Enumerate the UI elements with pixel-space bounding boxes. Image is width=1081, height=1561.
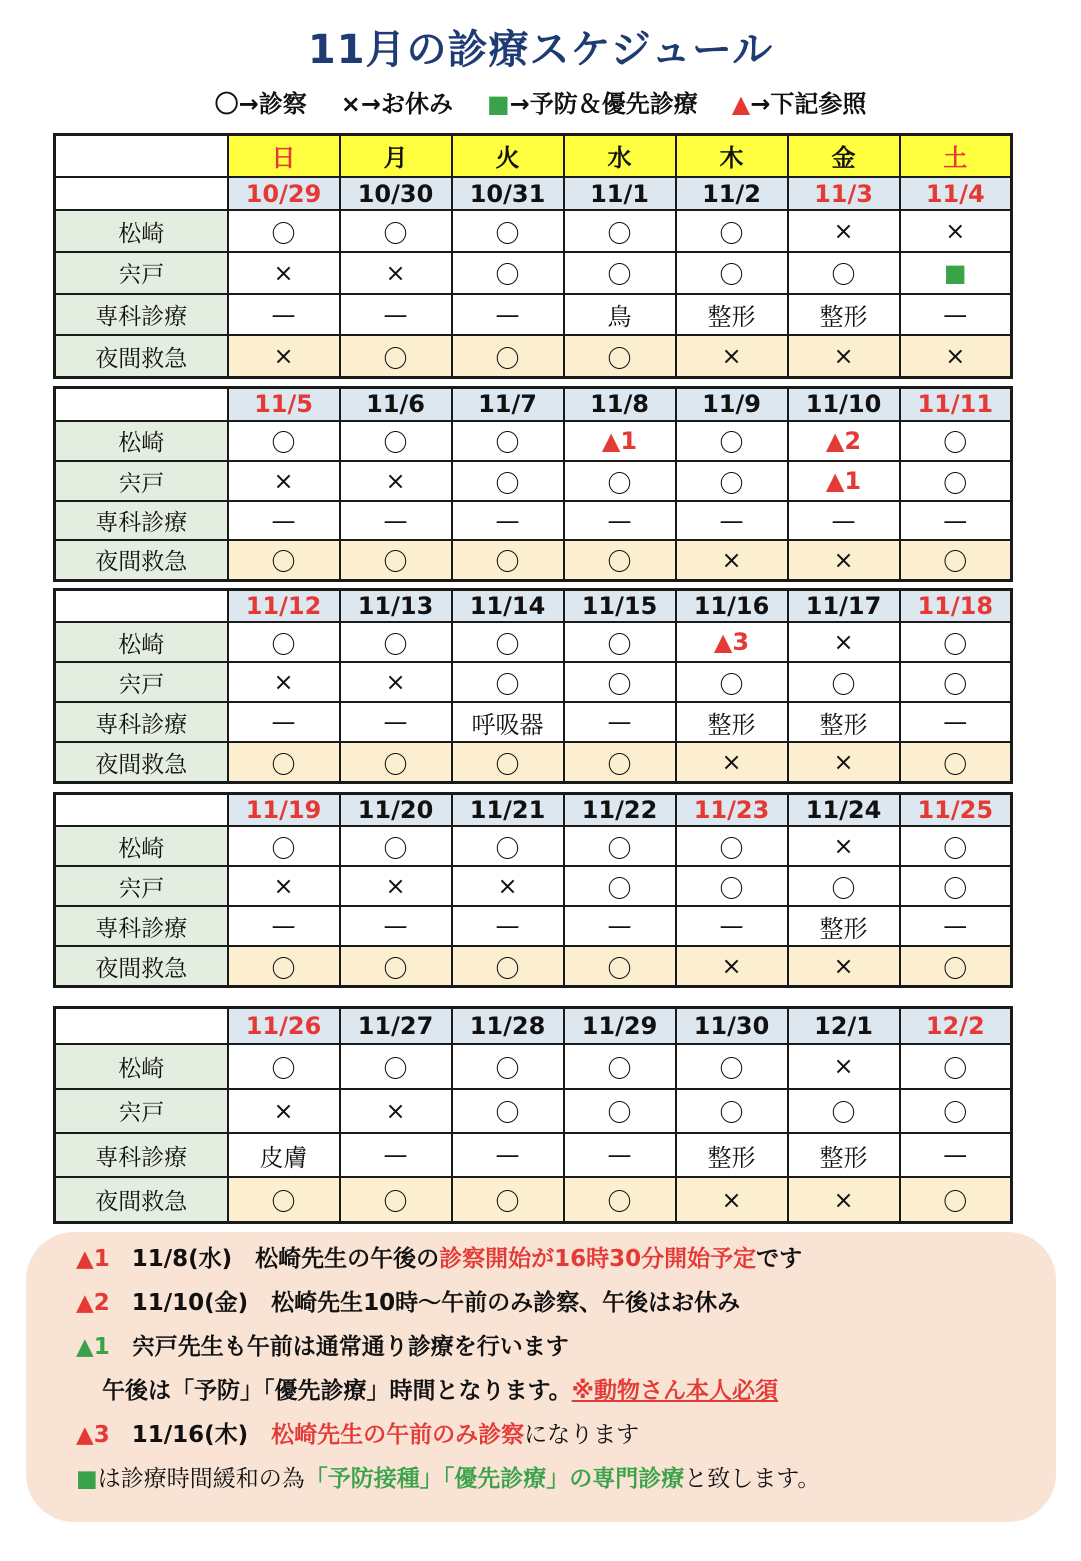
night-cell: 〇	[452, 540, 564, 581]
date-cell: 11/19	[228, 794, 340, 827]
shishido-cell: ▲1	[788, 461, 900, 501]
specialty-cell: —	[340, 906, 452, 946]
matsuzaki-cell: 〇	[564, 826, 676, 866]
note-line	[76, 1328, 569, 1361]
weekday-header: 水	[564, 135, 676, 177]
date-cell: 11/12	[228, 590, 340, 623]
row-label: 夜間救急	[55, 946, 228, 986]
specialty-cell: —	[452, 501, 564, 539]
date-cell: 11/15	[564, 590, 676, 623]
shishido-cell: 〇	[788, 252, 900, 294]
shishido-cell: 〇	[900, 866, 1012, 906]
row-label: 夜間救急	[55, 540, 228, 581]
specialty-cell: 皮膚	[228, 1133, 340, 1177]
legend-item: 〇→診察	[214, 90, 307, 118]
date-cell: 11/13	[340, 590, 452, 623]
note-text: ※動物さん本人必須	[571, 1378, 779, 1404]
specialty-cell: —	[340, 702, 452, 742]
shishido-cell: 〇	[788, 662, 900, 702]
date-cell: 11/18	[900, 590, 1012, 623]
night-cell: 〇	[228, 946, 340, 986]
night-cell: 〇	[452, 335, 564, 377]
matsuzaki-cell: 〇	[340, 622, 452, 662]
specialty-cell: —	[900, 906, 1012, 946]
matsuzaki-cell: ×	[788, 622, 900, 662]
night-cell: ×	[788, 1177, 900, 1222]
matsuzaki-cell: 〇	[676, 210, 788, 252]
shishido-cell: ×	[340, 461, 452, 501]
note-text: 11/16(木)	[131, 1422, 272, 1448]
row-label: 夜間救急	[55, 742, 228, 782]
night-cell: 〇	[900, 742, 1012, 782]
date-cell: 11/22	[564, 794, 676, 827]
matsuzaki-cell: 〇	[452, 421, 564, 461]
weekday-header: 日	[228, 135, 340, 177]
night-cell: 〇	[340, 742, 452, 782]
shishido-cell: 〇	[564, 1089, 676, 1133]
shishido-cell: 〇	[564, 662, 676, 702]
night-cell: ×	[788, 742, 900, 782]
shishido-cell: 〇	[564, 866, 676, 906]
note-line	[76, 1240, 802, 1273]
matsuzaki-cell: ▲2	[788, 421, 900, 461]
date-cell: 11/6	[340, 388, 452, 421]
specialty-cell: —	[340, 501, 452, 539]
blank-cell	[55, 1008, 228, 1045]
date-cell: 10/29	[228, 177, 340, 211]
row-label: 専科診療	[55, 1133, 228, 1177]
night-cell: 〇	[564, 742, 676, 782]
shishido-cell: 〇	[788, 866, 900, 906]
row-label: 夜間救急	[55, 1177, 228, 1222]
row-label: 宍戸	[55, 866, 228, 906]
note-line	[76, 1284, 740, 1317]
matsuzaki-cell: 〇	[340, 210, 452, 252]
date-cell: 11/11	[900, 388, 1012, 421]
matsuzaki-cell: ×	[788, 826, 900, 866]
shishido-cell: ×	[340, 1089, 452, 1133]
blank-cell	[55, 388, 228, 421]
note-text: 診察開始が16時30分開始予定	[439, 1246, 757, 1272]
matsuzaki-cell: 〇	[676, 826, 788, 866]
night-cell: 〇	[340, 1177, 452, 1222]
date-cell: 10/31	[452, 177, 564, 211]
row-label: 松崎	[55, 421, 228, 461]
weekday-header: 木	[676, 135, 788, 177]
specialty-cell: —	[452, 294, 564, 336]
night-cell: ×	[228, 335, 340, 377]
night-cell: 〇	[452, 1177, 564, 1222]
specialty-cell: 整形	[676, 702, 788, 742]
specialty-cell: —	[340, 1133, 452, 1177]
date-cell: 12/1	[788, 1008, 900, 1045]
shishido-cell: ×	[452, 866, 564, 906]
night-cell: ×	[676, 946, 788, 986]
specialty-cell: 鳥	[564, 294, 676, 336]
specialty-cell: 整形	[788, 702, 900, 742]
shishido-cell: ×	[228, 1089, 340, 1133]
note-marker: ▲1	[76, 1334, 110, 1360]
note-line	[76, 1416, 639, 1449]
specialty-cell: —	[228, 294, 340, 336]
date-cell: 11/8	[564, 388, 676, 421]
legend-item: ▲→下記参照	[731, 90, 867, 118]
note-text: です	[756, 1246, 803, 1272]
matsuzaki-cell: 〇	[676, 1044, 788, 1088]
shishido-cell: ×	[228, 866, 340, 906]
matsuzaki-cell: 〇	[452, 1044, 564, 1088]
date-cell: 11/29	[564, 1008, 676, 1045]
specialty-cell: —	[900, 501, 1012, 539]
row-label: 専科診療	[55, 702, 228, 742]
shishido-cell: ×	[340, 252, 452, 294]
shishido-cell: ■	[900, 252, 1012, 294]
night-cell: 〇	[900, 1177, 1012, 1222]
specialty-cell: 整形	[788, 294, 900, 336]
row-label: 宍戸	[55, 662, 228, 702]
row-label: 宍戸	[55, 252, 228, 294]
shishido-cell: 〇	[900, 662, 1012, 702]
note-text: 午後は「予防」「優先診療」時間となります。	[102, 1378, 572, 1404]
date-cell: 10/30	[340, 177, 452, 211]
shishido-cell: ×	[228, 662, 340, 702]
matsuzaki-cell: 〇	[564, 1044, 676, 1088]
specialty-cell: —	[788, 501, 900, 539]
weekday-header: 金	[788, 135, 900, 177]
specialty-cell: —	[564, 501, 676, 539]
specialty-cell: —	[676, 906, 788, 946]
date-cell: 11/25	[900, 794, 1012, 827]
date-cell: 11/10	[788, 388, 900, 421]
matsuzaki-cell: 〇	[452, 210, 564, 252]
matsuzaki-cell: 〇	[900, 622, 1012, 662]
night-cell: ×	[900, 335, 1012, 377]
shishido-cell: 〇	[900, 461, 1012, 501]
matsuzaki-cell: 〇	[900, 826, 1012, 866]
shishido-cell: ×	[340, 662, 452, 702]
night-cell: 〇	[900, 540, 1012, 581]
date-cell: 11/28	[452, 1008, 564, 1045]
corner-cell	[55, 135, 228, 177]
weekday-header: 土	[900, 135, 1012, 177]
note-text: は診療時間緩和の為	[97, 1466, 305, 1492]
schedule-week-4	[53, 792, 1013, 988]
row-label: 松崎	[55, 826, 228, 866]
shishido-cell: 〇	[676, 252, 788, 294]
date-cell: 11/9	[676, 388, 788, 421]
night-cell: 〇	[228, 1177, 340, 1222]
matsuzaki-cell: 〇	[452, 622, 564, 662]
page-title: 11月の診療スケジュール	[307, 27, 774, 73]
date-cell: 11/2	[676, 177, 788, 211]
matsuzaki-cell: ▲3	[676, 622, 788, 662]
shishido-cell: 〇	[676, 1089, 788, 1133]
legend-item: ×→お休み	[340, 90, 453, 118]
specialty-cell: 整形	[788, 1133, 900, 1177]
matsuzaki-cell: 〇	[900, 1044, 1012, 1088]
night-cell: 〇	[564, 946, 676, 986]
specialty-cell: 整形	[788, 906, 900, 946]
night-cell: ×	[788, 946, 900, 986]
note-marker: ▲2	[76, 1290, 110, 1316]
matsuzaki-cell: 〇	[340, 826, 452, 866]
matsuzaki-cell: ×	[788, 210, 900, 252]
note-text: 11/8(水) 松崎先生の午後の	[131, 1246, 440, 1272]
shishido-cell: 〇	[788, 1089, 900, 1133]
weekday-header: 火	[452, 135, 564, 177]
night-cell: 〇	[452, 946, 564, 986]
note-text: 11/10(金) 松崎先生10時～午前のみ診察、午後はお休み	[131, 1290, 741, 1316]
specialty-cell: —	[900, 702, 1012, 742]
date-cell: 11/7	[452, 388, 564, 421]
weekday-header: 月	[340, 135, 452, 177]
date-cell: 11/21	[452, 794, 564, 827]
shishido-cell: 〇	[564, 252, 676, 294]
matsuzaki-cell: 〇	[228, 826, 340, 866]
date-cell: 11/20	[340, 794, 452, 827]
shishido-cell: 〇	[676, 461, 788, 501]
night-cell: 〇	[228, 540, 340, 581]
shishido-cell: 〇	[452, 252, 564, 294]
night-cell: 〇	[900, 946, 1012, 986]
blank-cell	[55, 177, 228, 211]
night-cell: 〇	[228, 742, 340, 782]
night-cell: 〇	[564, 540, 676, 581]
specialty-cell: —	[340, 294, 452, 336]
row-label: 専科診療	[55, 294, 228, 336]
night-cell: ×	[676, 1177, 788, 1222]
schedule-week-1	[53, 133, 1013, 379]
notes-panel	[26, 1232, 1056, 1522]
note-marker: ▲3	[76, 1422, 110, 1448]
specialty-cell: —	[900, 1133, 1012, 1177]
night-cell: 〇	[564, 1177, 676, 1222]
specialty-cell: —	[452, 1133, 564, 1177]
matsuzaki-cell: ▲1	[564, 421, 676, 461]
note-line	[102, 1372, 778, 1405]
shishido-cell: 〇	[452, 1089, 564, 1133]
date-cell: 11/1	[564, 177, 676, 211]
date-cell: 11/3	[788, 177, 900, 211]
shishido-cell: 〇	[900, 1089, 1012, 1133]
row-label: 夜間救急	[55, 335, 228, 377]
note-marker: ▲1	[76, 1246, 110, 1272]
night-cell: 〇	[564, 335, 676, 377]
specialty-cell: —	[228, 702, 340, 742]
night-cell: ×	[788, 335, 900, 377]
note-text: 「予防接種」「優先診療」の専門診療	[304, 1466, 685, 1492]
specialty-cell: —	[452, 906, 564, 946]
schedule-week-5	[53, 1006, 1013, 1224]
row-label: 宍戸	[55, 1089, 228, 1133]
specialty-cell: 整形	[676, 1133, 788, 1177]
specialty-cell: —	[676, 501, 788, 539]
specialty-cell: —	[564, 702, 676, 742]
note-marker: ■	[76, 1466, 98, 1492]
specialty-cell: 呼吸器	[452, 702, 564, 742]
night-cell: ×	[676, 540, 788, 581]
shishido-cell: 〇	[452, 461, 564, 501]
note-text: と致します。	[684, 1466, 821, 1492]
row-label: 松崎	[55, 1044, 228, 1088]
matsuzaki-cell: ×	[900, 210, 1012, 252]
shishido-cell: 〇	[676, 662, 788, 702]
note-text: になります	[524, 1422, 640, 1448]
date-cell: 11/24	[788, 794, 900, 827]
blank-cell	[55, 590, 228, 623]
night-cell: ×	[788, 540, 900, 581]
date-cell: 11/4	[900, 177, 1012, 211]
specialty-cell: —	[228, 501, 340, 539]
row-label: 専科診療	[55, 906, 228, 946]
row-label: 宍戸	[55, 461, 228, 501]
shishido-cell: 〇	[564, 461, 676, 501]
row-label: 専科診療	[55, 501, 228, 539]
date-cell: 11/30	[676, 1008, 788, 1045]
date-cell: 11/14	[452, 590, 564, 623]
date-cell: 11/23	[676, 794, 788, 827]
date-cell: 11/5	[228, 388, 340, 421]
shishido-cell: ×	[228, 461, 340, 501]
matsuzaki-cell: 〇	[900, 421, 1012, 461]
row-label: 松崎	[55, 622, 228, 662]
date-cell: 11/26	[228, 1008, 340, 1045]
date-cell: 11/16	[676, 590, 788, 623]
matsuzaki-cell: 〇	[340, 421, 452, 461]
matsuzaki-cell: 〇	[452, 826, 564, 866]
specialty-cell: —	[564, 1133, 676, 1177]
night-cell: 〇	[340, 540, 452, 581]
shishido-cell: ×	[228, 252, 340, 294]
legend	[0, 84, 1081, 119]
night-cell: 〇	[452, 742, 564, 782]
note-line	[76, 1460, 820, 1493]
shishido-cell: 〇	[676, 866, 788, 906]
matsuzaki-cell: 〇	[228, 1044, 340, 1088]
night-cell: 〇	[340, 335, 452, 377]
specialty-cell: —	[228, 906, 340, 946]
date-cell: 12/2	[900, 1008, 1012, 1045]
specialty-cell: —	[564, 906, 676, 946]
night-cell: 〇	[340, 946, 452, 986]
matsuzaki-cell: ×	[788, 1044, 900, 1088]
schedule-week-3	[53, 588, 1013, 784]
date-cell: 11/27	[340, 1008, 452, 1045]
note-text: 宍戸先生も午前は通常通り診療を行います	[131, 1334, 569, 1360]
night-cell: ×	[676, 335, 788, 377]
night-cell: ×	[676, 742, 788, 782]
date-cell: 11/17	[788, 590, 900, 623]
matsuzaki-cell: 〇	[228, 622, 340, 662]
matsuzaki-cell: 〇	[564, 622, 676, 662]
specialty-cell: —	[900, 294, 1012, 336]
blank-cell	[55, 794, 228, 827]
matsuzaki-cell: 〇	[676, 421, 788, 461]
note-text: 松崎先生の午前のみ診察	[271, 1422, 525, 1448]
shishido-cell: 〇	[452, 662, 564, 702]
matsuzaki-cell: 〇	[228, 210, 340, 252]
row-label: 松崎	[55, 210, 228, 252]
legend-item: ■→予防＆優先診療	[486, 90, 698, 118]
matsuzaki-cell: 〇	[340, 1044, 452, 1088]
specialty-cell: 整形	[676, 294, 788, 336]
matsuzaki-cell: 〇	[228, 421, 340, 461]
shishido-cell: ×	[340, 866, 452, 906]
schedule-week-2	[53, 386, 1013, 582]
matsuzaki-cell: 〇	[564, 210, 676, 252]
